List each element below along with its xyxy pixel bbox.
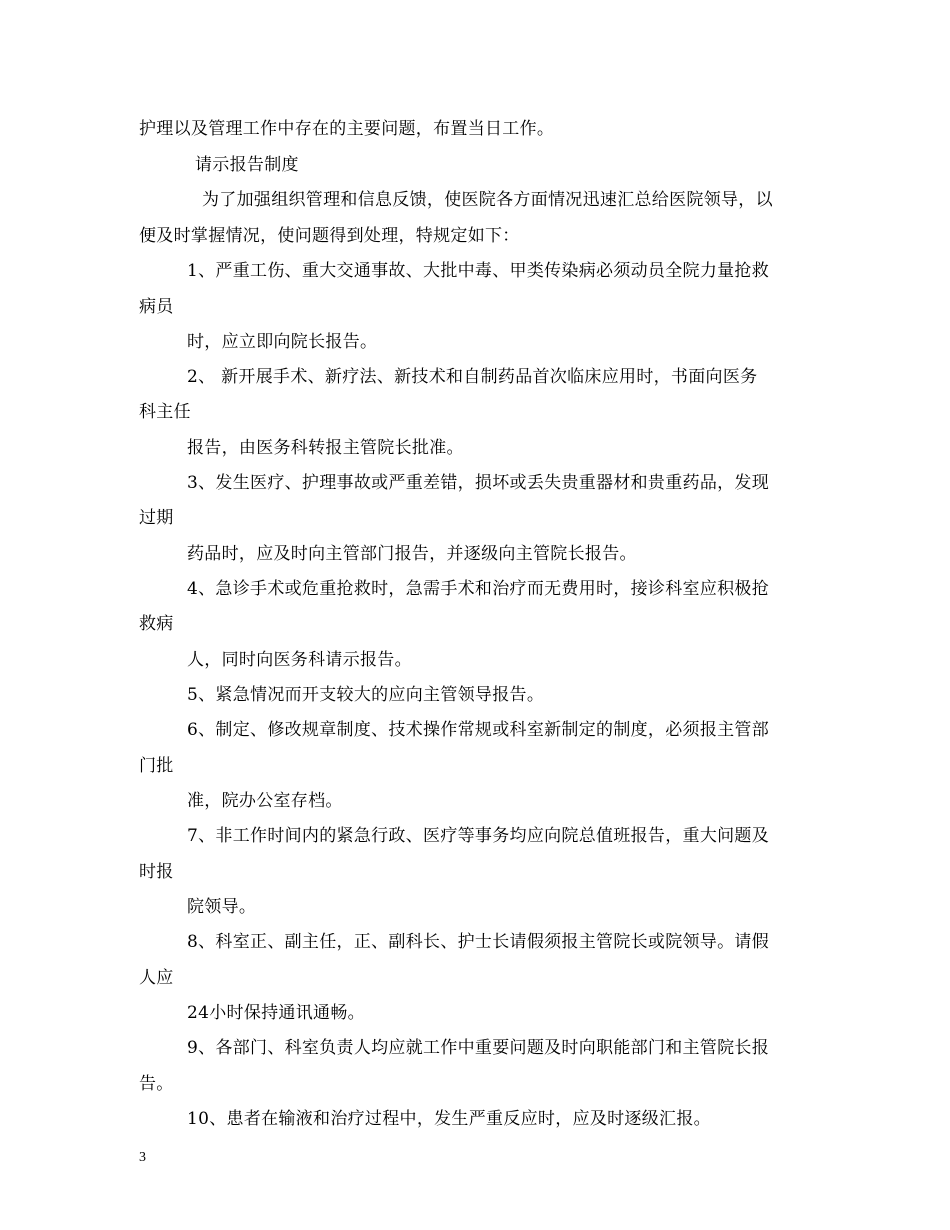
text-line: 时报 <box>139 862 174 882</box>
text-line: 便及时掌握情况，使问题得到处理，特规定如下： <box>139 226 520 246</box>
text-line: 为了加强组织管理和信息反馈，使医院各方面情况迅速汇总给医院领导，以 <box>202 190 773 210</box>
text-line: 护理以及管理工作中存在的主要问题，布置当日工作。 <box>139 119 555 139</box>
page-number: 3 <box>139 1150 146 1165</box>
text-line: 8、科室正、副主任，正、副科长、护士长请假须报主管院长或院领导。请假 <box>187 932 770 952</box>
text-line: 病员 <box>139 297 174 317</box>
text-line: 24小时保持通讯通畅。 <box>187 1003 365 1023</box>
text-line: 报告，由医务科转报主管院长批准。 <box>187 438 464 458</box>
text-line: 准，院办公室存档。 <box>187 791 343 811</box>
text-line: 9、各部门、科室负责人均应就工作中重要问题及时向职能部门和主管院长报 <box>187 1038 770 1058</box>
text-line: 告。 <box>139 1074 174 1094</box>
text-line: 人应 <box>139 968 174 988</box>
text-line: 4、急诊手术或危重抢救时，急需手术和治疗而无费用时，接诊科室应积极抢 <box>187 579 770 599</box>
text-line: 药品时，应及时向主管部门报告，并逐级向主管院长报告。 <box>187 544 637 564</box>
text-line: 科主任 <box>139 402 191 422</box>
text-line: 7、非工作时间内的紧急行政、医疗等事务均应向院总值班报告，重大问题及 <box>187 826 770 846</box>
text-line: 10、患者在输液和治疗过程中，发生严重反应时，应及时逐级汇报。 <box>187 1109 711 1129</box>
section-heading: 请示报告制度 <box>195 155 299 175</box>
text-line: 6、制定、修改规章制度、技术操作常规或科室新制定的制度，必须报主管部 <box>187 720 770 740</box>
text-line: 时，应立即向院长报告。 <box>187 332 378 352</box>
text-line: 5、紧急情况而开支较大的应向主管领导报告。 <box>187 685 545 705</box>
text-line: 救病 <box>139 614 174 634</box>
text-line: 过期 <box>139 508 174 528</box>
text-line: 院领导。 <box>187 897 257 917</box>
text-line: 1、严重工伤、重大交通事故、大批中毒、甲类传染病必须动员全院力量抢救 <box>187 261 770 281</box>
text-line: 门批 <box>139 756 174 776</box>
text-line: 3、发生医疗、护理事故或严重差错，损坏或丢失贵重器材和贵重药品，发现 <box>187 473 770 493</box>
text-line: 2、 新开展手术、新疗法、新技术和自制药品首次临床应用时，书面向医务 <box>187 367 758 387</box>
text-line: 人，同时向医务科请示报告。 <box>187 650 412 670</box>
